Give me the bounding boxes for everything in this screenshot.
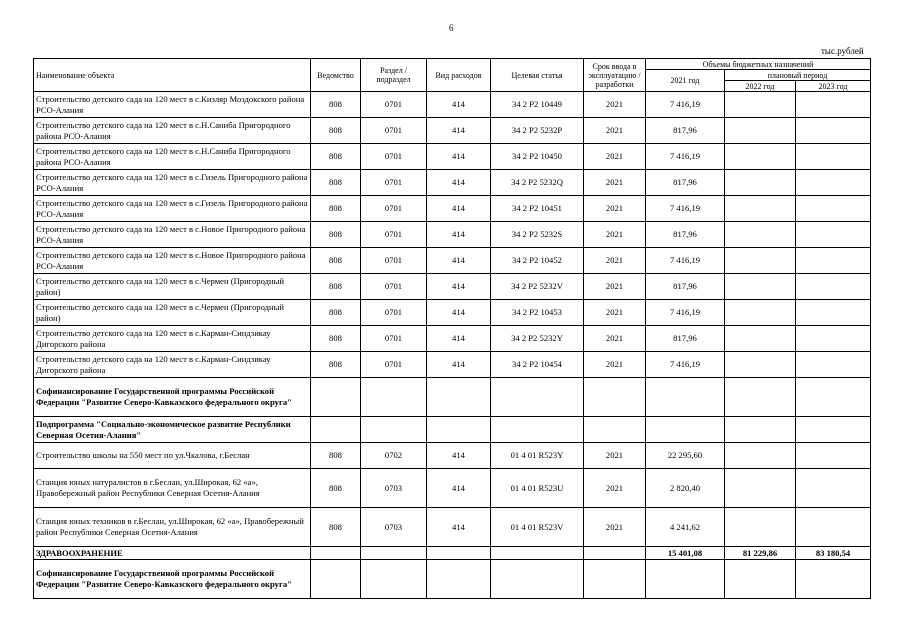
- celevaya-statya: 34 2 P2 5232Y: [491, 326, 584, 352]
- value-2022: [725, 469, 796, 508]
- header-2022: 2022 год: [725, 81, 796, 92]
- srok-vvoda: [584, 378, 646, 417]
- value-2022: [725, 352, 796, 378]
- srok-vvoda: [584, 417, 646, 443]
- value-2022: [725, 326, 796, 352]
- header-vedomstvo: Ведомство: [311, 59, 361, 92]
- razdel: 0701: [361, 326, 427, 352]
- header-2023: 2023 год: [796, 81, 871, 92]
- vedomstvo: [311, 560, 361, 599]
- vid-rashodov: 414: [427, 92, 491, 118]
- razdel: 0701: [361, 352, 427, 378]
- celevaya-statya: [491, 547, 584, 560]
- celevaya-statya: 34 2 P2 5232P: [491, 118, 584, 144]
- value-2023: [796, 560, 871, 599]
- vid-rashodov: 414: [427, 248, 491, 274]
- object-name: Строительство детского сада на 120 мест в с.Карман-Синдзикау Дигорского района: [34, 352, 311, 378]
- object-name: Строительство школы на 550 мест по ул.Чкалова, г.Беслан: [34, 443, 311, 469]
- table-row: [34, 547, 871, 560]
- object-name: Строительство детского сада на 120 мест в с.Чермен (Пригородный район): [34, 300, 311, 326]
- units-label: тыс.рублей: [821, 46, 864, 56]
- value-2022: [725, 378, 796, 417]
- value-2021: 817,96: [646, 222, 725, 248]
- srok-vvoda: 2021: [584, 144, 646, 170]
- srok-vvoda: 2021: [584, 118, 646, 144]
- value-2022: [725, 248, 796, 274]
- razdel: 0701: [361, 196, 427, 222]
- value-2021: 7 416,19: [646, 300, 725, 326]
- value-2023: [796, 443, 871, 469]
- value-2022: [725, 222, 796, 248]
- budget-table: [33, 58, 871, 599]
- value-2022: [725, 196, 796, 222]
- value-2023: [796, 222, 871, 248]
- celevaya-statya: 01 4 01 R523V: [491, 508, 584, 547]
- vid-rashodov: 414: [427, 326, 491, 352]
- celevaya-statya: 34 2 P2 10449: [491, 92, 584, 118]
- celevaya-statya: [491, 560, 584, 599]
- table-row: [34, 560, 871, 599]
- vid-rashodov: 414: [427, 300, 491, 326]
- table-row: [34, 300, 871, 326]
- value-2023: [796, 196, 871, 222]
- value-2021: [646, 417, 725, 443]
- vid-rashodov: 414: [427, 443, 491, 469]
- razdel: 0701: [361, 118, 427, 144]
- srok-vvoda: 2021: [584, 352, 646, 378]
- value-2022: [725, 560, 796, 599]
- vid-rashodov: 414: [427, 222, 491, 248]
- srok-vvoda: 2021: [584, 222, 646, 248]
- celevaya-statya: 34 2 P2 10453: [491, 300, 584, 326]
- vid-rashodov: 414: [427, 144, 491, 170]
- value-2023: [796, 92, 871, 118]
- vid-rashodov: 414: [427, 196, 491, 222]
- table-row: [34, 378, 871, 417]
- vedomstvo: 808: [311, 144, 361, 170]
- srok-vvoda: 2021: [584, 248, 646, 274]
- header-razdel: Раздел / подраздел: [361, 59, 427, 92]
- value-2021: 817,96: [646, 118, 725, 144]
- razdel: 0701: [361, 248, 427, 274]
- object-name: Строительство детского сада на 120 мест в с.Карман-Синдзикау Дигорского района: [34, 326, 311, 352]
- vid-rashodov: 414: [427, 274, 491, 300]
- table-row: [34, 469, 871, 508]
- value-2023: [796, 300, 871, 326]
- value-2022: [725, 300, 796, 326]
- srok-vvoda: 2021: [584, 300, 646, 326]
- vedomstvo: 808: [311, 352, 361, 378]
- object-name: Подпрограмма "Социально-экономическое развитие Республики Северная Осетия-Алания": [34, 417, 311, 443]
- value-2023: 83 180,54: [796, 547, 871, 560]
- object-name: Строительство детского сада на 120 мест в с.Н.Саниба Пригородного района РСО-Алания: [34, 144, 311, 170]
- srok-vvoda: 2021: [584, 326, 646, 352]
- vedomstvo: 808: [311, 508, 361, 547]
- table-row: [34, 144, 871, 170]
- value-2021: 817,96: [646, 170, 725, 196]
- vid-rashodov: 414: [427, 508, 491, 547]
- table-row: [34, 222, 871, 248]
- value-2023: [796, 508, 871, 547]
- celevaya-statya: 34 2 P2 10452: [491, 248, 584, 274]
- value-2022: [725, 508, 796, 547]
- value-2021: 817,96: [646, 274, 725, 300]
- srok-vvoda: [584, 560, 646, 599]
- object-name: Строительство детского сада на 120 мест в с.Новое Пригородного района РСО-Алания: [34, 248, 311, 274]
- object-name: Строительство детского сада на 120 мест в с.Кизляр Моздокского района РСО-Алания: [34, 92, 311, 118]
- value-2021: 7 416,19: [646, 248, 725, 274]
- razdel: 0702: [361, 443, 427, 469]
- value-2023: [796, 417, 871, 443]
- vid-rashodov: 414: [427, 118, 491, 144]
- razdel: [361, 417, 427, 443]
- header-vid: Вид расходов: [427, 59, 491, 92]
- vedomstvo: [311, 378, 361, 417]
- header-statya: Целевая статья: [491, 59, 584, 92]
- object-name: Софинансирование Государственной программы Российской Федерации "Развитие Северо-Кавказского федерального округа": [34, 560, 311, 599]
- razdel: 0703: [361, 469, 427, 508]
- srok-vvoda: 2021: [584, 274, 646, 300]
- table-row: [34, 326, 871, 352]
- value-2023: [796, 378, 871, 417]
- vedomstvo: 808: [311, 300, 361, 326]
- celevaya-statya: 01 4 01 R523Y: [491, 443, 584, 469]
- header-name: Наименование объекта: [34, 59, 311, 92]
- srok-vvoda: 2021: [584, 443, 646, 469]
- vid-rashodov: [427, 378, 491, 417]
- value-2021: 7 416,19: [646, 352, 725, 378]
- value-2023: [796, 469, 871, 508]
- table-row: [34, 92, 871, 118]
- object-name: Строительство детского сада на 120 мест в с.Чермен (Пригородный район): [34, 274, 311, 300]
- value-2021: 817,96: [646, 326, 725, 352]
- value-2023: [796, 274, 871, 300]
- srok-vvoda: 2021: [584, 92, 646, 118]
- razdel: [361, 560, 427, 599]
- value-2021: 7 416,19: [646, 144, 725, 170]
- value-2022: [725, 274, 796, 300]
- srok-vvoda: 2021: [584, 170, 646, 196]
- vedomstvo: 808: [311, 248, 361, 274]
- srok-vvoda: 2021: [584, 469, 646, 508]
- razdel: 0701: [361, 300, 427, 326]
- razdel: 0701: [361, 170, 427, 196]
- vid-rashodov: 414: [427, 352, 491, 378]
- value-2022: [725, 443, 796, 469]
- vedomstvo: 808: [311, 274, 361, 300]
- value-2021: 7 416,19: [646, 92, 725, 118]
- table-row: [34, 443, 871, 469]
- razdel: 0701: [361, 144, 427, 170]
- vedomstvo: 808: [311, 196, 361, 222]
- table-row: [34, 508, 871, 547]
- srok-vvoda: [584, 547, 646, 560]
- vid-rashodov: [427, 547, 491, 560]
- vedomstvo: 808: [311, 170, 361, 196]
- razdel: [361, 547, 427, 560]
- celevaya-statya: 34 2 P2 5232S: [491, 222, 584, 248]
- razdel: [361, 378, 427, 417]
- vedomstvo: [311, 547, 361, 560]
- header-srok: Срок ввода в эксплуатацию / разработки: [584, 59, 646, 92]
- object-name: Станция юных техников в г.Беслан, ул.Широкая, 62 «а», Правобережный район Республики Северная Осетия-Алания: [34, 508, 311, 547]
- value-2023: [796, 118, 871, 144]
- vid-rashodov: [427, 417, 491, 443]
- value-2022: 81 229,86: [725, 547, 796, 560]
- value-2022: [725, 170, 796, 196]
- table-row: [34, 274, 871, 300]
- value-2023: [796, 144, 871, 170]
- value-2021: [646, 378, 725, 417]
- razdel: 0701: [361, 92, 427, 118]
- srok-vvoda: 2021: [584, 508, 646, 547]
- celevaya-statya: [491, 417, 584, 443]
- value-2022: [725, 417, 796, 443]
- razdel: 0703: [361, 508, 427, 547]
- value-2023: [796, 248, 871, 274]
- object-name: Строительство детского сада на 120 мест в с.Гизель Пригородного района РСО-Алания: [34, 196, 311, 222]
- razdel: 0701: [361, 274, 427, 300]
- celevaya-statya: 34 2 P2 5232V: [491, 274, 584, 300]
- object-name: Строительство детского сада на 120 мест в с.Новое Пригородного района РСО-Алания: [34, 222, 311, 248]
- celevaya-statya: 34 2 P2 10451: [491, 196, 584, 222]
- table-row: [34, 417, 871, 443]
- vedomstvo: 808: [311, 326, 361, 352]
- object-name: ЗДРАВООХРАНЕНИЕ: [34, 547, 311, 560]
- vedomstvo: 808: [311, 469, 361, 508]
- celevaya-statya: 01 4 01 R523U: [491, 469, 584, 508]
- celevaya-statya: 34 2 P2 10454: [491, 352, 584, 378]
- celevaya-statya: [491, 378, 584, 417]
- vedomstvo: 808: [311, 443, 361, 469]
- header-2021: 2021 год: [646, 70, 725, 92]
- razdel: 0701: [361, 222, 427, 248]
- vid-rashodov: 414: [427, 469, 491, 508]
- object-name: Софинансирование Государственной программы Российской Федерации "Развитие Северо-Кавказского федерального округа": [34, 378, 311, 417]
- table-row: [34, 248, 871, 274]
- value-2021: 4 241,62: [646, 508, 725, 547]
- value-2021: 7 416,19: [646, 196, 725, 222]
- header-obemy: Объемы бюджетных назначений: [646, 59, 871, 70]
- table-row: [34, 118, 871, 144]
- table-row: [34, 352, 871, 378]
- srok-vvoda: 2021: [584, 196, 646, 222]
- header-planovy: плановый период: [725, 70, 871, 81]
- vedomstvo: [311, 417, 361, 443]
- value-2021: 15 401,08: [646, 547, 725, 560]
- value-2021: [646, 560, 725, 599]
- vedomstvo: 808: [311, 222, 361, 248]
- vid-rashodov: 414: [427, 170, 491, 196]
- value-2023: [796, 352, 871, 378]
- vedomstvo: 808: [311, 118, 361, 144]
- value-2023: [796, 326, 871, 352]
- object-name: Строительство детского сада на 120 мест в с.Н.Саниба Пригородного района РСО-Алания: [34, 118, 311, 144]
- value-2022: [725, 92, 796, 118]
- value-2023: [796, 170, 871, 196]
- value-2021: 22 295,60: [646, 443, 725, 469]
- page-number: 6: [449, 23, 454, 33]
- value-2022: [725, 144, 796, 170]
- object-name: Строительство детского сада на 120 мест в с.Гизель Пригородного района РСО-Алания: [34, 170, 311, 196]
- celevaya-statya: 34 2 P2 5232Q: [491, 170, 584, 196]
- value-2022: [725, 118, 796, 144]
- celevaya-statya: 34 2 P2 10450: [491, 144, 584, 170]
- table-row: [34, 170, 871, 196]
- value-2021: 2 820,40: [646, 469, 725, 508]
- vid-rashodov: [427, 560, 491, 599]
- table-row: [34, 196, 871, 222]
- vedomstvo: 808: [311, 92, 361, 118]
- object-name: Станция юных натуралистов в г.Беслан, ул.Широкая, 62 «а», Правобережный район Республики Северная Осетия-Алания: [34, 469, 311, 508]
